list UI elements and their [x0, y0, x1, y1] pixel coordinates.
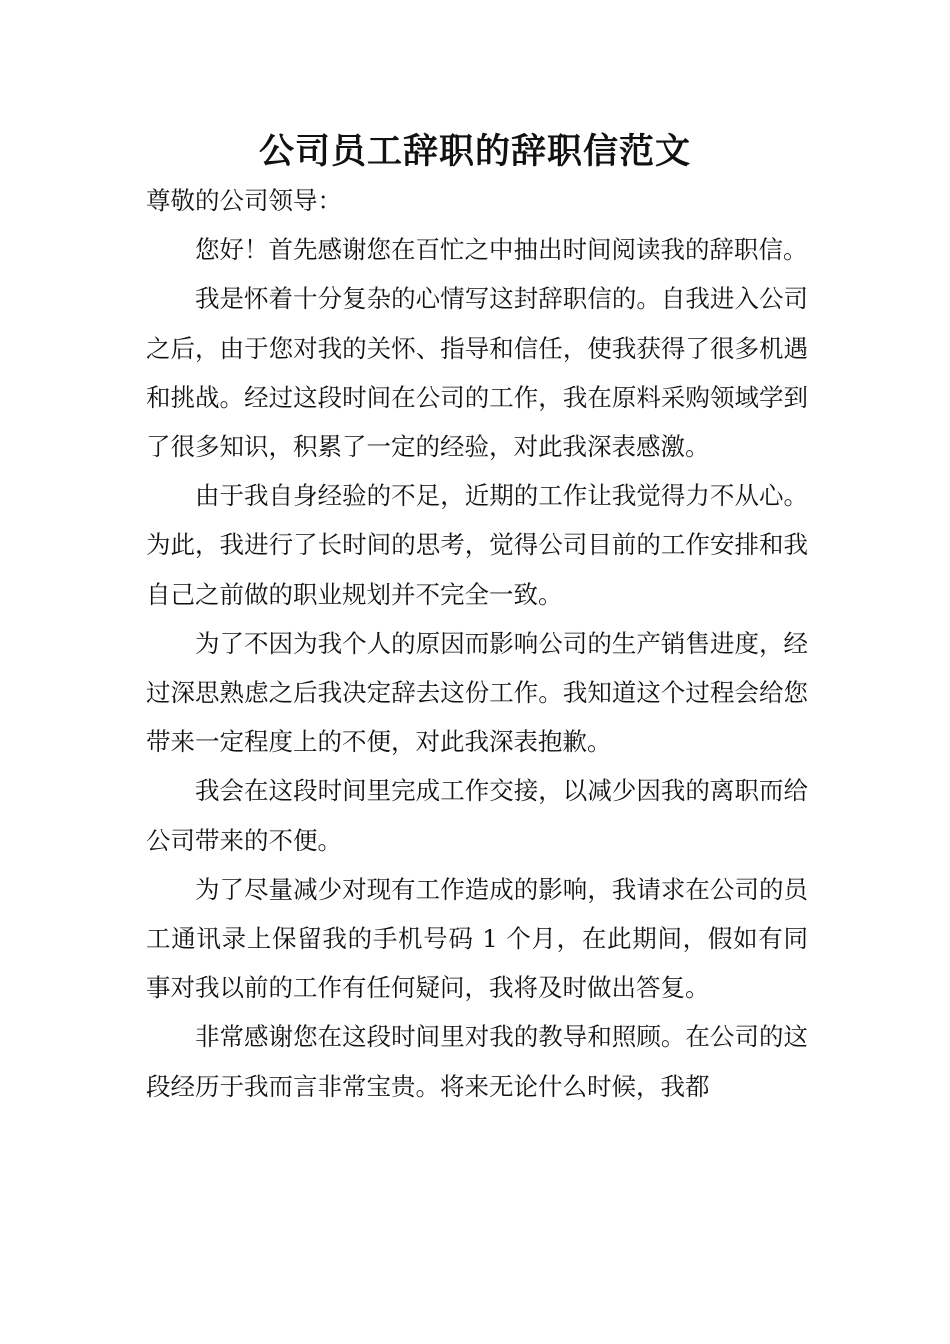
paragraph-handover: 我会在这段时间里完成工作交接，以减少因我的离职而给公司带来的不便。	[146, 776, 808, 855]
paragraph-contact: 为了尽量减少对现有工作造成的影响，我请求在公司的员工通讯录上保留我的手机号码 1 个月，在此期间，假如有同事对我以前的工作有任何疑问，我将及时做出答复。	[146, 874, 808, 1003]
document-title: 公司员工辞职的辞职信范文	[258, 131, 691, 172]
letter-body	[146, 176, 808, 1111]
paragraph-gratitude: 我是怀着十分复杂的心情写这封辞职信的。自我进入公司之后，由于您对我的关怀、指导和信任，使我获得了很多机遇和挑战。经过这段时间在公司的工作，我在原料采购领域学到了很多知识，积累了一定的经验，对此我深表感激。	[146, 284, 808, 462]
paragraph-decision: 为了不因为我个人的原因而影响公司的生产销售进度，经过深思熟虑之后我决定辞去这份工作。我知道这个过程会给您带来一定程度上的不便，对此我深表抱歉。	[146, 628, 808, 757]
paragraph-thanks: 非常感谢您在这段时间里对我的教导和照顾。在公司的这段经历于我而言非常宝贵。将来无论什么时候，我都	[146, 1022, 808, 1101]
paragraph-reason: 由于我自身经验的不足，近期的工作让我觉得力不从心。为此，我进行了长时间的思考，觉得公司目前的工作安排和我自己之前做的职业规划并不完全一致。	[146, 481, 808, 609]
salutation: 尊敬的公司领导：	[146, 186, 342, 215]
paragraph-greeting: 您好！首先感谢您在百忙之中抽出时间阅读我的辞职信。	[195, 235, 808, 265]
